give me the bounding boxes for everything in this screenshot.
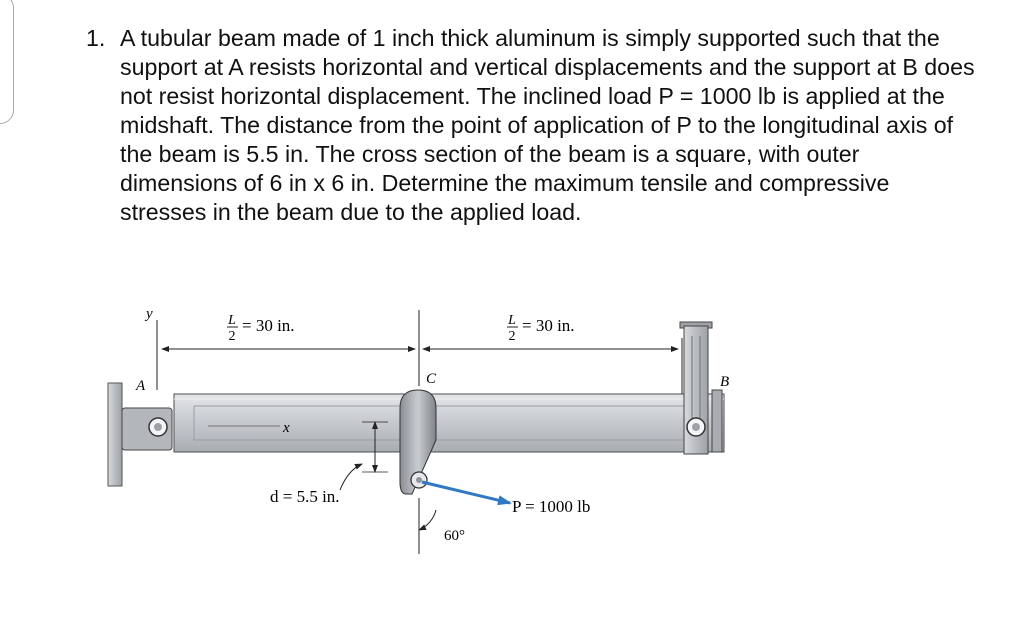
right-half-length-value: = 30 in. bbox=[522, 316, 575, 335]
point-a-label: A bbox=[136, 378, 146, 394]
angle-arc bbox=[419, 510, 436, 530]
load-label: P = 1000 lb bbox=[512, 497, 591, 516]
offset-label: d = 5.5 in. bbox=[270, 487, 340, 506]
y-axis-label: y bbox=[146, 306, 153, 322]
tubular-beam bbox=[174, 394, 724, 452]
left-wall-support bbox=[108, 383, 122, 486]
right-bracket-plate bbox=[712, 390, 722, 452]
right-pin-center bbox=[692, 423, 700, 431]
left-half-length-value: = 30 in. bbox=[242, 316, 295, 335]
load-pin-center bbox=[416, 477, 422, 483]
problem-statement bbox=[86, 24, 976, 227]
point-c-label: C bbox=[426, 371, 437, 387]
problem-text: A tubular beam made of 1 inch thick aluminum is simply supported such that the support at A resists horizontal and vertical displacements and the support at B does not resist horizontal displacement. The inclined load P = 1000 lb is applied at the midshaft. The distance from the point of application of P to the longitudinal axis of the beam is 5.5 in. The cross section of the beam is a square, with outer dimensions of 6 in x 6 in. Determine the maximum tensile and compressive stresses in the beam due to the applied load. bbox=[120, 25, 975, 225]
side-tab bbox=[0, 0, 14, 124]
point-b-label: B bbox=[720, 374, 730, 390]
right-half-length-denominator: 2 bbox=[508, 329, 516, 344]
load-arrow bbox=[422, 482, 510, 503]
right-half-length-numerator: L bbox=[508, 313, 516, 328]
problem-number: 1. bbox=[86, 25, 106, 51]
x-axis-label: x bbox=[283, 420, 290, 436]
offset-leader bbox=[340, 464, 362, 490]
left-half-length-numerator: L bbox=[228, 313, 236, 328]
left-half-length-denominator: 2 bbox=[228, 329, 236, 344]
beam-diagram bbox=[100, 298, 760, 558]
angle-label: 60° bbox=[444, 528, 465, 544]
beam-figure bbox=[100, 298, 760, 558]
left-pin-center bbox=[154, 423, 162, 431]
